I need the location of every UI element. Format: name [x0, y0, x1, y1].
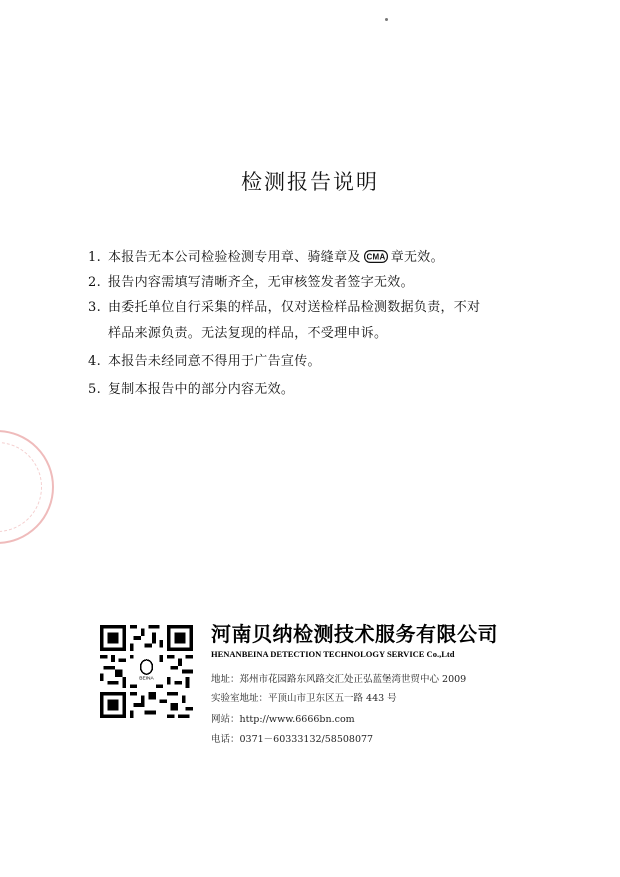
cma-mark-icon	[364, 250, 388, 263]
company-website[interactable]: 网站：http://www.6666bn.com	[211, 714, 355, 725]
note-number: 1.	[88, 250, 102, 265]
note-item-5	[88, 378, 294, 397]
company-name-cn: 河南贝纳检测技术服务有限公司	[211, 622, 498, 646]
red-seal-stamp	[0, 430, 54, 544]
company-name-en: HENANBEINA DETECTION TECHNOLOGY SERVICE Co.,Ltd	[211, 649, 455, 659]
note-text: 复制本报告中的部分内容无效。	[108, 382, 295, 397]
note-text: 报告内容需填写清晰齐全，无审核签发者签字无效。	[108, 275, 414, 290]
note-item-3	[88, 296, 480, 315]
note-number: 4.	[88, 354, 102, 369]
qr-code-icon	[100, 624, 193, 719]
page-title: 检测报告说明	[241, 170, 379, 194]
note-text: 由委托单位自行采集的样品，仅对送检样品检测数据负责，不对	[108, 300, 481, 315]
lab-address: 实验室地址：平顶山市卫东区五一路 443 号	[211, 693, 397, 704]
note-text: 本报告未经同意不得用于广告宣传。	[108, 354, 321, 369]
company-address: 地址：郑州市花园路东风路交汇处正弘蓝堡湾世贸中心 2009	[211, 674, 467, 685]
note-number: 5.	[88, 382, 102, 397]
note-item-2	[88, 271, 414, 290]
note-item-4	[88, 350, 321, 369]
scan-speck	[385, 18, 388, 21]
note-number: 3.	[88, 300, 102, 315]
company-phone: 电话：0371－60333132/58508077	[211, 734, 374, 745]
note-item-1	[88, 246, 444, 265]
note-text-after-mark: 章无效。	[390, 250, 444, 265]
note-item-3-continuation: 样品来源负责。无法复现的样品，不受理申诉。	[108, 326, 388, 341]
qr-logo-text: BEINA	[139, 676, 154, 682]
cma-mark-text: CMA	[366, 252, 386, 262]
note-text-before-mark: 本报告无本公司检验检测专用章、骑缝章及	[108, 250, 361, 265]
note-number: 2.	[88, 275, 102, 290]
